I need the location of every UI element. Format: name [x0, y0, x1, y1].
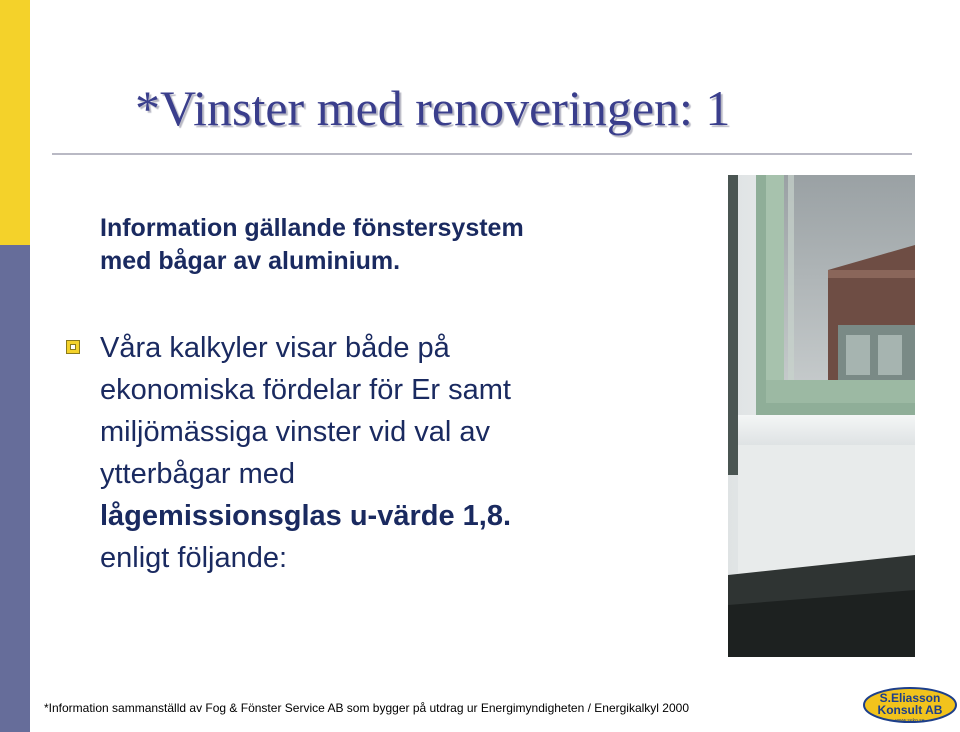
bullet-line: enligt följande: — [100, 542, 288, 574]
slide-title: *Vinster med renoveringen: 1 — [135, 80, 731, 136]
company-logo — [862, 686, 958, 726]
bullet-line: ekonomiska fördelar för Er samt — [100, 374, 511, 406]
side-bar-slate-segment — [0, 245, 30, 732]
square-bullet-icon — [66, 340, 80, 354]
intro-line: med bågar av aluminium. — [100, 247, 401, 275]
logo-line-1: S.Eliasson — [879, 691, 941, 705]
logo-line-2: Konsult AB — [877, 703, 943, 717]
side-bar-yellow-segment — [0, 0, 30, 245]
logo-url: www.seko.se — [895, 718, 925, 724]
intro-line: Information gällande fönstersystem — [100, 214, 524, 242]
window-frame-photo — [728, 175, 915, 657]
side-color-bar — [0, 0, 30, 732]
title-divider — [52, 153, 912, 155]
intro-text — [100, 212, 700, 278]
bullet-point — [100, 327, 700, 579]
bullet-line: ytterbågar med — [100, 458, 296, 490]
bullet-line: miljömässiga vinster vid val av — [100, 416, 491, 448]
bullet-line-emphasis: lågemissionsglas u-värde 1,8. — [100, 500, 512, 532]
footnote: *Information sammanställd av Fog & Fönster Service AB som bygger på utdrag ur Energimyndigheten / Energikalkyl 2000 — [44, 701, 689, 715]
bullet-line: Våra kalkyler visar både på — [100, 332, 450, 364]
